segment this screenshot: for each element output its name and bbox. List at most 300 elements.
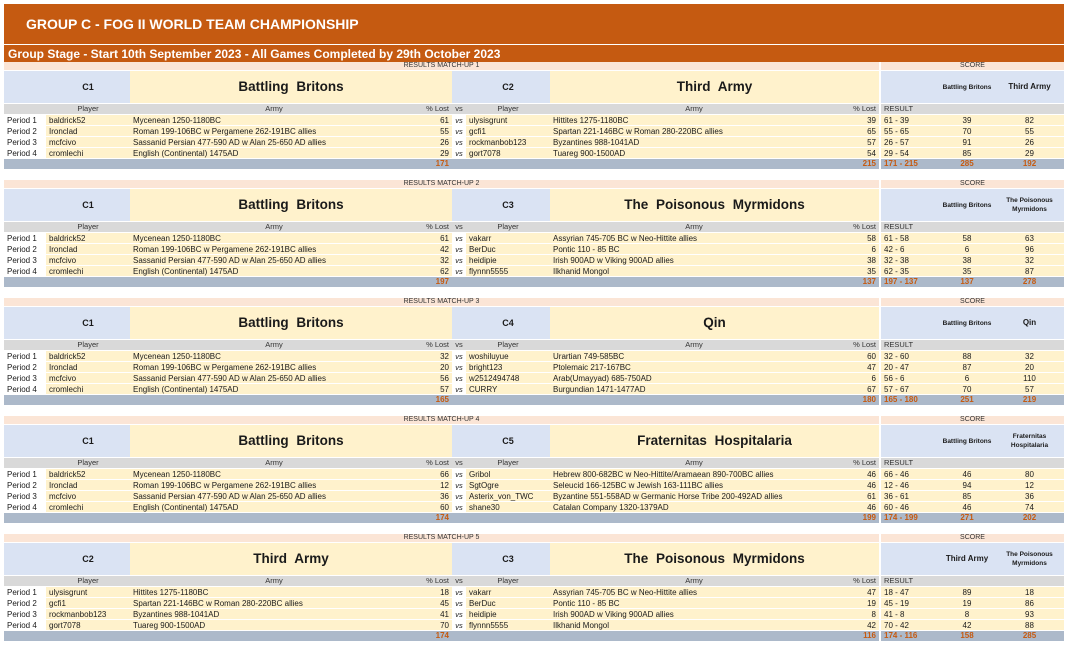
score-a: 46 — [939, 502, 995, 513]
pct-lost-b: 35 — [838, 266, 879, 277]
player-b: BerDuc — [466, 598, 550, 609]
col-header-lost-a: % Lost — [418, 576, 452, 586]
results-sheet — [4, 4, 1064, 652]
col-header-army-a: Army — [130, 576, 418, 586]
total-score-a: 285 — [939, 159, 995, 169]
pct-lost-a: 45 — [418, 598, 452, 609]
result-value: 56 - 6 — [881, 373, 939, 384]
score-b: 26 — [995, 137, 1064, 148]
col-header-vs: vs — [452, 104, 466, 114]
col-header-player-a: Player — [46, 576, 130, 586]
score-team-a-name: Battling Britons — [939, 189, 995, 221]
period-label: Period 4 — [4, 148, 46, 159]
score-a: 87 — [939, 362, 995, 373]
team-b-name: Fraternitas Hospitalaria — [550, 425, 879, 457]
army-b: Pontic 110 - 85 BC — [550, 244, 838, 255]
col-header-player-a: Player — [46, 458, 130, 468]
total-result: 171 - 215 — [881, 159, 939, 169]
player-b: vakarr — [466, 587, 550, 598]
army-b: Byzantine 551-558AD w Germanic Horse Tribe 200-492AD allies — [550, 491, 838, 502]
total-result: 197 - 137 — [881, 277, 939, 287]
col-header-player-b: Player — [466, 576, 550, 586]
score-b: 74 — [995, 502, 1064, 513]
team-b-name: The Poisonous Myrmidons — [550, 189, 879, 221]
col-header-score-pad — [939, 458, 1064, 468]
team-b-code: C5 — [466, 425, 550, 457]
score-header-pad — [881, 425, 939, 457]
col-header-result: RESULT — [881, 576, 939, 586]
pct-lost-a: 26 — [418, 137, 452, 148]
player-b: w2512494748 — [466, 373, 550, 384]
score-a: 6 — [939, 244, 995, 255]
player-b: flynnn5555 — [466, 620, 550, 631]
period-label: Period 4 — [4, 502, 46, 513]
army-a: Roman 199-106BC w Pergamene 262-191BC allies — [130, 480, 418, 491]
score-team-b-name: The Poisonous Myrmidons — [995, 543, 1064, 575]
player-b: gort7078 — [466, 148, 550, 159]
team-header-vs-pad — [452, 307, 466, 339]
score-a: 8 — [939, 609, 995, 620]
pct-lost-b: 46 — [838, 469, 879, 480]
vs-label: vs — [452, 351, 466, 362]
vs-label: vs — [452, 373, 466, 384]
army-a: Roman 199-106BC w Pergamene 262-191BC allies — [130, 126, 418, 137]
col-header-score-pad — [939, 104, 1064, 114]
player-a: rockmanbob123 — [46, 609, 130, 620]
col-header-period — [4, 576, 46, 586]
army-a: Sassanid Persian 477-590 AD w Alan 25-650 AD allies — [130, 491, 418, 502]
vs-label: vs — [452, 491, 466, 502]
vs-label: vs — [452, 255, 466, 266]
sheet-subtitle: Group Stage - Start 10th September 2023 - All Games Completed by 29th October 2023 — [4, 44, 1064, 62]
vs-label: vs — [452, 598, 466, 609]
team-b-name: Third Army — [550, 71, 879, 103]
matchup-block — [4, 298, 1064, 416]
col-header-lost-a: % Lost — [418, 340, 452, 350]
army-a: Spartan 221-146BC w Roman 280-220BC allies — [130, 598, 418, 609]
score-b: 29 — [995, 148, 1064, 159]
score-team-a-name: Third Army — [939, 543, 995, 575]
score-b: 80 — [995, 469, 1064, 480]
period-label: Period 2 — [4, 362, 46, 373]
player-a: Ironclad — [46, 362, 130, 373]
pct-lost-b: 39 — [838, 115, 879, 126]
score-label: SCORE — [881, 180, 1064, 188]
team-a-code: C1 — [46, 425, 130, 457]
col-header-vs: vs — [452, 222, 466, 232]
army-b: Hebrew 800-682BC w Neo-Hittite/Aramaean 890-700BC allies — [550, 469, 838, 480]
vs-label: vs — [452, 384, 466, 395]
matchup-block — [4, 62, 1064, 180]
total-pad-b — [452, 277, 838, 287]
team-b-name: The Poisonous Myrmidons — [550, 543, 879, 575]
period-label: Period 1 — [4, 233, 46, 244]
player-b: ulysisgrunt — [466, 115, 550, 126]
pct-lost-b: 58 — [838, 233, 879, 244]
score-b: 82 — [995, 115, 1064, 126]
score-a: 88 — [939, 351, 995, 362]
col-header-army-a: Army — [130, 222, 418, 232]
vs-label: vs — [452, 233, 466, 244]
army-b: Irish 900AD w Viking 900AD allies — [550, 609, 838, 620]
period-label: Period 4 — [4, 384, 46, 395]
pct-lost-b: 61 — [838, 491, 879, 502]
matchup-label: RESULTS MATCH-UP 2 — [4, 180, 879, 188]
pct-lost-a: 57 — [418, 384, 452, 395]
player-b: flynnn5555 — [466, 266, 550, 277]
team-header-vs-pad — [452, 543, 466, 575]
score-team-a-name: Battling Britons — [939, 71, 995, 103]
pct-lost-b: 6 — [838, 244, 879, 255]
col-header-army-a: Army — [130, 458, 418, 468]
result-value: 66 - 46 — [881, 469, 939, 480]
pct-lost-a: 41 — [418, 609, 452, 620]
col-header-lost-a: % Lost — [418, 104, 452, 114]
army-b: Assyrian 745-705 BC w Neo-Hittite allies — [550, 587, 838, 598]
player-a: baldrick52 — [46, 469, 130, 480]
score-b: 86 — [995, 598, 1064, 609]
total-lost-a: 174 — [418, 631, 452, 641]
pct-lost-b: 54 — [838, 148, 879, 159]
army-b: Seleucid 166-125BC w Jewish 163-111BC allies — [550, 480, 838, 491]
army-a: Byzantines 988-1041AD — [130, 609, 418, 620]
player-a: baldrick52 — [46, 351, 130, 362]
total-score-a: 251 — [939, 395, 995, 405]
pct-lost-a: 62 — [418, 266, 452, 277]
player-a: mcfcivo — [46, 255, 130, 266]
period-label: Period 3 — [4, 373, 46, 384]
score-a: 46 — [939, 469, 995, 480]
col-header-army-a: Army — [130, 340, 418, 350]
total-lost-a: 174 — [418, 513, 452, 523]
score-header-pad — [881, 71, 939, 103]
score-a: 58 — [939, 233, 995, 244]
result-value: 32 - 60 — [881, 351, 939, 362]
total-score-a: 271 — [939, 513, 995, 523]
total-result: 174 - 116 — [881, 631, 939, 641]
score-b: 20 — [995, 362, 1064, 373]
vs-label: vs — [452, 469, 466, 480]
pct-lost-b: 46 — [838, 480, 879, 491]
col-header-result: RESULT — [881, 458, 939, 468]
pct-lost-a: 20 — [418, 362, 452, 373]
team-b-name: Qin — [550, 307, 879, 339]
col-header-player-b: Player — [466, 340, 550, 350]
army-a: English (Continental) 1475AD — [130, 384, 418, 395]
col-header-vs: vs — [452, 576, 466, 586]
player-b: heidipie — [466, 255, 550, 266]
player-b: gcfi1 — [466, 126, 550, 137]
result-value: 61 - 58 — [881, 233, 939, 244]
score-b: 63 — [995, 233, 1064, 244]
total-pad-a — [4, 159, 418, 169]
total-score-b: 219 — [995, 395, 1064, 405]
score-b: 12 — [995, 480, 1064, 491]
vs-label: vs — [452, 266, 466, 277]
player-a: gcfi1 — [46, 598, 130, 609]
player-a: cromlechi — [46, 384, 130, 395]
total-result: 174 - 199 — [881, 513, 939, 523]
army-b: Ptolemaic 217-167BC — [550, 362, 838, 373]
col-header-player-a: Player — [46, 104, 130, 114]
col-header-army-b: Army — [550, 576, 838, 586]
total-lost-b: 116 — [838, 631, 879, 641]
total-lost-a: 171 — [418, 159, 452, 169]
score-header-pad — [881, 307, 939, 339]
pct-lost-a: 18 — [418, 587, 452, 598]
total-pad-b — [452, 395, 838, 405]
vs-label: vs — [452, 115, 466, 126]
army-b: Burgundian 1471-1477AD — [550, 384, 838, 395]
pct-lost-b: 57 — [838, 137, 879, 148]
total-score-b: 285 — [995, 631, 1064, 641]
result-value: 55 - 65 — [881, 126, 939, 137]
pct-lost-a: 32 — [418, 351, 452, 362]
pct-lost-a: 29 — [418, 148, 452, 159]
period-label: Period 4 — [4, 266, 46, 277]
team-a-name: Battling Britons — [130, 307, 452, 339]
team-header-pad — [4, 543, 46, 575]
matchup-label: RESULTS MATCH-UP 4 — [4, 416, 879, 424]
col-header-lost-a: % Lost — [418, 458, 452, 468]
score-b: 57 — [995, 384, 1064, 395]
result-value: 70 - 42 — [881, 620, 939, 631]
team-a-name: Third Army — [130, 543, 452, 575]
col-header-period — [4, 340, 46, 350]
period-label: Period 1 — [4, 115, 46, 126]
score-b: 55 — [995, 126, 1064, 137]
total-lost-b: 199 — [838, 513, 879, 523]
score-a: 94 — [939, 480, 995, 491]
score-a: 39 — [939, 115, 995, 126]
total-lost-b: 137 — [838, 277, 879, 287]
col-header-lost-a: % Lost — [418, 222, 452, 232]
matchup-label: RESULTS MATCH-UP 3 — [4, 298, 879, 306]
sheet-title: GROUP C - FOG II WORLD TEAM CHAMPIONSHIP — [4, 4, 1064, 44]
period-label: Period 1 — [4, 469, 46, 480]
total-pad-a — [4, 395, 418, 405]
team-b-code: C3 — [466, 543, 550, 575]
team-a-code: C2 — [46, 543, 130, 575]
score-team-b-name: The Poisonous Myrmidons — [995, 189, 1064, 221]
score-b: 32 — [995, 255, 1064, 266]
player-b: CURRY — [466, 384, 550, 395]
col-header-lost-b: % Lost — [838, 104, 879, 114]
player-a: gort7078 — [46, 620, 130, 631]
team-a-name: Battling Britons — [130, 71, 452, 103]
total-score-a: 158 — [939, 631, 995, 641]
col-header-army-b: Army — [550, 340, 838, 350]
result-value: 57 - 67 — [881, 384, 939, 395]
team-header-pad — [4, 71, 46, 103]
vs-label: vs — [452, 126, 466, 137]
pct-lost-b: 46 — [838, 502, 879, 513]
player-a: Ironclad — [46, 480, 130, 491]
total-result: 165 - 180 — [881, 395, 939, 405]
period-label: Period 1 — [4, 351, 46, 362]
team-b-code: C3 — [466, 189, 550, 221]
team-a-code: C1 — [46, 71, 130, 103]
army-b: Pontic 110 - 85 BC — [550, 598, 838, 609]
army-a: Tuareg 900-1500AD — [130, 620, 418, 631]
pct-lost-b: 47 — [838, 362, 879, 373]
score-b: 36 — [995, 491, 1064, 502]
score-a: 89 — [939, 587, 995, 598]
pct-lost-b: 8 — [838, 609, 879, 620]
total-pad-a — [4, 277, 418, 287]
pct-lost-b: 19 — [838, 598, 879, 609]
col-header-vs: vs — [452, 340, 466, 350]
player-a: Ironclad — [46, 244, 130, 255]
result-value: 62 - 35 — [881, 266, 939, 277]
score-label: SCORE — [881, 416, 1064, 424]
pct-lost-a: 61 — [418, 233, 452, 244]
pct-lost-b: 6 — [838, 373, 879, 384]
team-a-name: Battling Britons — [130, 425, 452, 457]
player-b: shane30 — [466, 502, 550, 513]
team-header-vs-pad — [452, 71, 466, 103]
pct-lost-a: 42 — [418, 244, 452, 255]
score-label: SCORE — [881, 62, 1064, 70]
col-header-lost-b: % Lost — [838, 458, 879, 468]
period-label: Period 2 — [4, 480, 46, 491]
vs-label: vs — [452, 148, 466, 159]
pct-lost-a: 12 — [418, 480, 452, 491]
period-label: Period 2 — [4, 598, 46, 609]
col-header-lost-b: % Lost — [838, 576, 879, 586]
pct-lost-a: 66 — [418, 469, 452, 480]
score-a: 38 — [939, 255, 995, 266]
army-a: Mycenean 1250-1180BC — [130, 351, 418, 362]
army-b: Tuareg 900-1500AD — [550, 148, 838, 159]
col-header-player-b: Player — [466, 458, 550, 468]
total-score-b: 202 — [995, 513, 1064, 523]
score-a: 91 — [939, 137, 995, 148]
score-a: 70 — [939, 384, 995, 395]
team-a-code: C1 — [46, 307, 130, 339]
team-header-vs-pad — [452, 189, 466, 221]
score-a: 35 — [939, 266, 995, 277]
player-a: cromlechi — [46, 148, 130, 159]
period-label: Period 2 — [4, 244, 46, 255]
total-lost-a: 165 — [418, 395, 452, 405]
score-a: 6 — [939, 373, 995, 384]
col-header-period — [4, 104, 46, 114]
result-value: 32 - 38 — [881, 255, 939, 266]
col-header-vs: vs — [452, 458, 466, 468]
period-label: Period 3 — [4, 491, 46, 502]
result-value: 18 - 47 — [881, 587, 939, 598]
matchup-blocks — [4, 62, 1064, 652]
total-pad-a — [4, 631, 418, 641]
col-header-player-b: Player — [466, 222, 550, 232]
total-lost-b: 180 — [838, 395, 879, 405]
matchup-block — [4, 180, 1064, 298]
army-a: Roman 199-106BC w Pergamene 262-191BC allies — [130, 362, 418, 373]
player-a: Ironclad — [46, 126, 130, 137]
pct-lost-a: 61 — [418, 115, 452, 126]
vs-label: vs — [452, 609, 466, 620]
team-header-vs-pad — [452, 425, 466, 457]
result-value: 42 - 6 — [881, 244, 939, 255]
team-header-pad — [4, 307, 46, 339]
score-team-b-name: Fraternitas Hospitalaria — [995, 425, 1064, 457]
army-a: Mycenean 1250-1180BC — [130, 469, 418, 480]
result-value: 29 - 54 — [881, 148, 939, 159]
pct-lost-b: 47 — [838, 587, 879, 598]
result-value: 41 - 8 — [881, 609, 939, 620]
total-lost-b: 215 — [838, 159, 879, 169]
score-a: 85 — [939, 491, 995, 502]
player-a: cromlechi — [46, 502, 130, 513]
matchup-block — [4, 416, 1064, 534]
army-b: Byzantines 988-1041AD — [550, 137, 838, 148]
pct-lost-a: 56 — [418, 373, 452, 384]
army-a: Mycenean 1250-1180BC — [130, 233, 418, 244]
score-b: 93 — [995, 609, 1064, 620]
score-header-pad — [881, 189, 939, 221]
team-a-name: Battling Britons — [130, 189, 452, 221]
col-header-army-b: Army — [550, 222, 838, 232]
score-b: 32 — [995, 351, 1064, 362]
total-score-b: 192 — [995, 159, 1064, 169]
col-header-result: RESULT — [881, 222, 939, 232]
total-pad-a — [4, 513, 418, 523]
army-a: English (Continental) 1475AD — [130, 502, 418, 513]
army-a: Sassanid Persian 477-590 AD w Alan 25-650 AD allies — [130, 137, 418, 148]
col-header-army-a: Army — [130, 104, 418, 114]
vs-label: vs — [452, 502, 466, 513]
col-header-result: RESULT — [881, 104, 939, 114]
result-value: 60 - 46 — [881, 502, 939, 513]
score-b: 110 — [995, 373, 1064, 384]
pct-lost-a: 36 — [418, 491, 452, 502]
col-header-score-pad — [939, 576, 1064, 586]
vs-label: vs — [452, 137, 466, 148]
score-a: 19 — [939, 598, 995, 609]
matchup-label: RESULTS MATCH-UP 5 — [4, 534, 879, 542]
player-b: Gribol — [466, 469, 550, 480]
col-header-lost-b: % Lost — [838, 340, 879, 350]
col-header-army-b: Army — [550, 458, 838, 468]
period-label: Period 1 — [4, 587, 46, 598]
army-b: Ilkhanid Mongol — [550, 266, 838, 277]
army-a: Roman 199-106BC w Pergamene 262-191BC allies — [130, 244, 418, 255]
player-b: rockmanbob123 — [466, 137, 550, 148]
col-header-score-pad — [939, 340, 1064, 350]
player-b: bright123 — [466, 362, 550, 373]
score-b: 87 — [995, 266, 1064, 277]
army-b: Assyrian 745-705 BC w Neo-Hittite allies — [550, 233, 838, 244]
player-b: SgtOgre — [466, 480, 550, 491]
vs-label: vs — [452, 362, 466, 373]
pct-lost-a: 60 — [418, 502, 452, 513]
vs-label: vs — [452, 244, 466, 255]
col-header-player-a: Player — [46, 340, 130, 350]
player-b: BerDuc — [466, 244, 550, 255]
score-header-pad — [881, 543, 939, 575]
score-team-b-name: Qin — [995, 307, 1064, 339]
team-header-pad — [4, 189, 46, 221]
vs-label: vs — [452, 480, 466, 491]
pct-lost-a: 32 — [418, 255, 452, 266]
army-a: Sassanid Persian 477-590 AD w Alan 25-650 AD allies — [130, 373, 418, 384]
team-header-pad — [4, 425, 46, 457]
total-pad-b — [452, 631, 838, 641]
pct-lost-b: 42 — [838, 620, 879, 631]
army-a: English (Continental) 1475AD — [130, 148, 418, 159]
score-label: SCORE — [881, 534, 1064, 542]
